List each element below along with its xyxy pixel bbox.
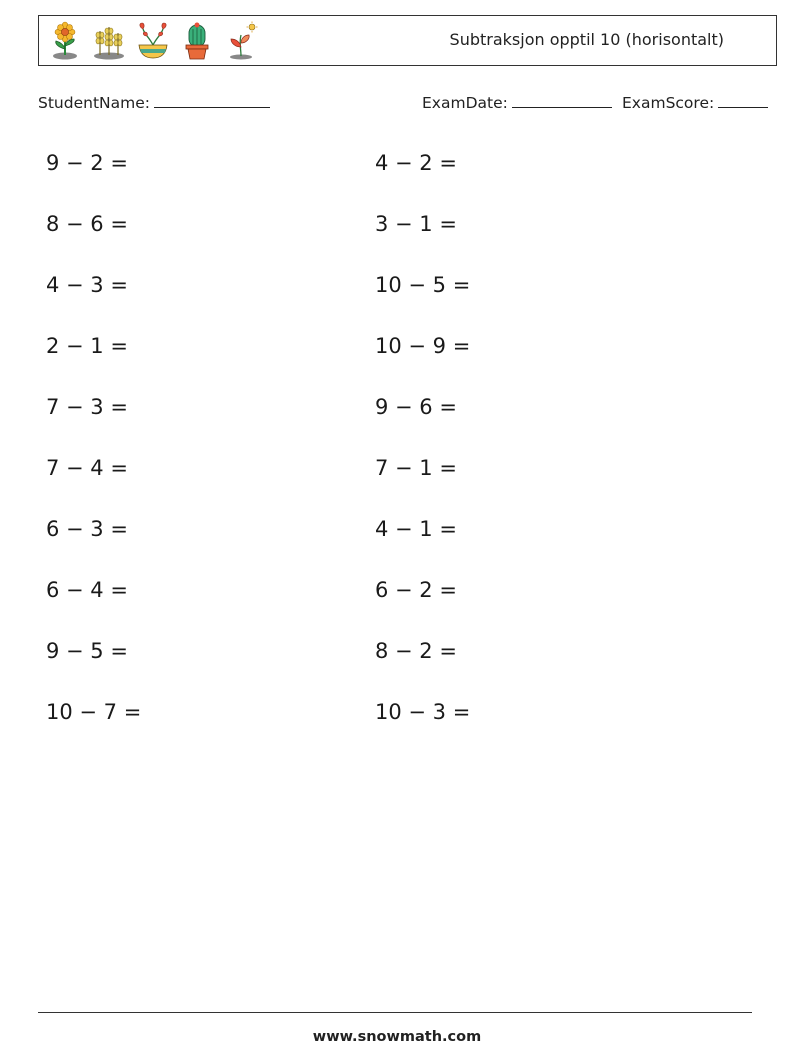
worksheet-title: Subtraksjon opptil 10 (horisontalt)	[449, 30, 724, 49]
problem-item: 4 − 2 =	[375, 151, 457, 175]
cactus-icon	[179, 21, 215, 61]
wheat-icon	[91, 21, 127, 61]
problem-item: 6 − 4 =	[46, 578, 128, 602]
problem-item: 7 − 1 =	[375, 456, 457, 480]
problem-item: 10 − 5 =	[375, 273, 471, 297]
header-icons	[47, 21, 259, 61]
problem-item: 7 − 3 =	[46, 395, 128, 419]
student-name-blank[interactable]	[154, 93, 270, 108]
problem-item: 8 − 2 =	[375, 639, 457, 663]
problem-item: 10 − 3 =	[375, 700, 471, 724]
problem-item: 3 − 1 =	[375, 212, 457, 236]
exam-score-label: ExamScore:	[622, 94, 715, 112]
problems-right-column	[375, 142, 470, 752]
hanging-plant-icon	[135, 21, 171, 61]
footer-url[interactable]: www.snowmath.com	[312, 1029, 482, 1045]
problem-item: 10 − 9 =	[375, 334, 471, 358]
problem-item: 4 − 3 =	[46, 273, 128, 297]
problem-item: 7 − 4 =	[46, 456, 128, 480]
footer-divider	[38, 1012, 752, 1013]
problem-item: 8 − 6 =	[46, 212, 128, 236]
sunflower-icon	[47, 21, 83, 61]
problem-item: 6 − 2 =	[375, 578, 457, 602]
problems-left-column	[46, 142, 141, 752]
problem-item: 10 − 7 =	[46, 700, 142, 724]
student-name-field	[38, 93, 270, 112]
exam-date-label: ExamDate:	[422, 94, 508, 112]
problem-item: 9 − 5 =	[46, 639, 128, 663]
problem-item: 9 − 2 =	[46, 151, 128, 175]
exam-score-field	[622, 93, 768, 112]
exam-date-field	[422, 93, 612, 112]
exam-score-blank[interactable]	[718, 93, 768, 108]
problem-item: 6 − 3 =	[46, 517, 128, 541]
problem-item: 2 − 1 =	[46, 334, 128, 358]
sprout-icon	[223, 21, 259, 61]
exam-date-blank[interactable]	[512, 93, 612, 108]
problem-item: 9 − 6 =	[375, 395, 457, 419]
student-name-label: StudentName:	[38, 94, 150, 112]
problem-item: 4 − 1 =	[375, 517, 457, 541]
worksheet-header	[38, 15, 777, 66]
